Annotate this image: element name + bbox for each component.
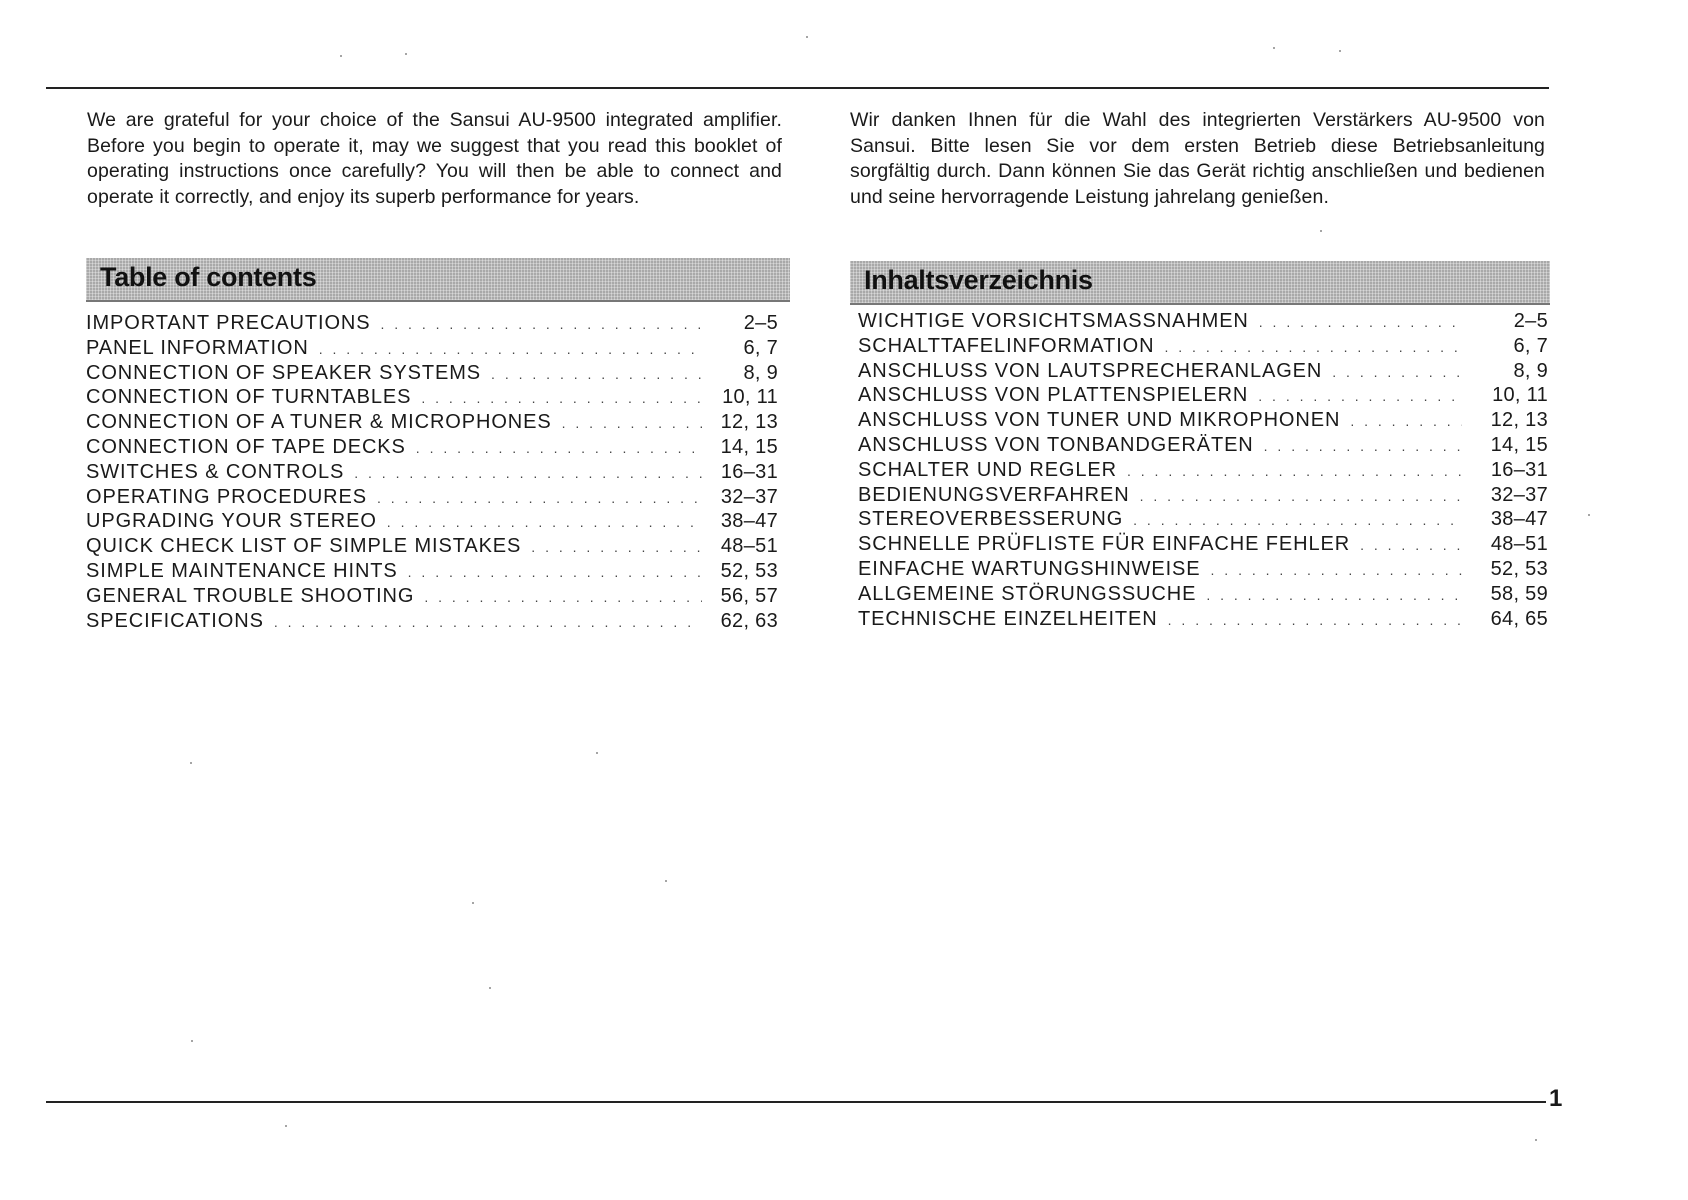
toc-entry-title: SCHALTER UND REGLER [858,458,1117,481]
dot-leader [1133,508,1462,533]
dot-leader [421,386,702,411]
dot-leader [381,312,703,337]
dot-leader [1360,533,1462,558]
dot-leader [1258,384,1462,409]
dot-leader [1127,459,1462,484]
toc-entry-title: EINFACHE WARTUNGSHINWEISE [858,557,1201,580]
scan-speck [596,752,598,754]
dot-leader [1350,409,1462,434]
toc-entry-pages: 64, 65 [1490,607,1548,630]
toc-entry[interactable] [86,609,778,634]
toc-entry-pages: 16–31 [1490,458,1548,481]
dot-leader [416,436,702,461]
toc-entry-title: BEDIENUNGSVERFAHREN [858,483,1130,506]
toc-entry[interactable] [858,383,1548,408]
toc-entry-title: SCHNELLE PRÜFLISTE FÜR EINFACHE FEHLER [858,533,1351,556]
toc-entry-title: ANSCHLUSS VON TUNER UND MIKROPHONEN [858,409,1341,432]
toc-entry-title: GENERAL TROUBLE SHOOTING [86,584,415,607]
toc-entry-title: OPERATING PROCEDURES [86,485,367,508]
toc-entry-pages: 62, 63 [720,609,778,632]
toc-entry[interactable] [86,559,778,584]
toc-entry[interactable] [858,458,1548,483]
scan-speck [340,55,342,57]
dot-leader [408,560,702,585]
toc-entry-title: CONNECTION OF TURNTABLES [86,386,412,409]
toc-entry[interactable] [86,435,778,460]
bottom-rule [46,1101,1546,1103]
toc-entry-pages: 48–51 [720,535,778,558]
dot-leader [387,510,702,535]
toc-entry-pages: 12, 13 [720,411,778,434]
toc-entry-pages: 52, 53 [720,559,778,582]
toc-entry-title: WICHTIGE VORSICHTSMASSNAHMEN [858,310,1249,332]
dot-leader [1140,484,1462,509]
toc-entry-title: IMPORTANT PRECAUTIONS [86,312,371,334]
toc-entry[interactable] [86,534,778,559]
toc-entry[interactable] [86,385,778,410]
toc-heading-german: Inhaltsverzeichnis [864,265,1093,295]
toc-entry-title: SWITCHES & CONTROLS [86,460,345,483]
toc-entry-title: PANEL INFORMATION [86,336,309,359]
scan-speck [472,902,474,904]
toc-entry-title: ANSCHLUSS VON PLATTENSPIELERN [858,384,1249,407]
scan-speck [1535,1139,1537,1141]
toc-entry-pages: 56, 57 [720,584,778,607]
toc-entry-pages: 38–47 [720,510,778,533]
toc-entry-title: CONNECTION OF A TUNER & MICROPHONES [86,411,552,434]
toc-heading-bar-english [86,258,790,302]
toc-entry-title: ALLGEMEINE STÖRUNGSSUCHE [858,582,1197,605]
toc-entry-title: ANSCHLUSS VON TONBANDGERÄTEN [858,433,1254,456]
dot-leader [1206,583,1462,608]
toc-entry-pages: 8, 9 [1513,359,1548,382]
top-rule [46,87,1549,89]
toc-heading-bar-german [850,261,1550,305]
toc-entry[interactable] [858,507,1548,532]
toc-entry-pages: 58, 59 [1490,582,1548,605]
scan-speck [1339,50,1341,52]
toc-entry[interactable] [858,483,1548,508]
toc-entry[interactable] [86,361,778,386]
toc-entry-pages: 2–5 [1513,310,1548,332]
toc-entry[interactable] [86,460,778,485]
toc-entry[interactable] [86,509,778,534]
dot-leader [1168,608,1462,633]
scan-speck [191,1040,193,1042]
toc-entry-pages: 38–47 [1490,508,1548,531]
toc-entry[interactable] [86,336,778,361]
intro-column-german [850,108,1545,210]
toc-entry-pages: 32–37 [720,485,778,508]
toc-entry[interactable] [858,309,1548,334]
dot-leader [1264,434,1462,459]
toc-entry-pages: 48–51 [1490,533,1548,556]
intro-column-english [87,108,782,210]
toc-entry[interactable] [86,311,778,336]
dot-leader [354,461,702,486]
toc-entry-title: SPECIFICATIONS [86,609,264,632]
toc-entry-title: STEREOVERBESSERUNG [858,508,1124,531]
toc-heading-english: Table of contents [100,262,317,292]
dot-leader [377,486,702,511]
toc-entry[interactable] [858,359,1548,384]
toc-entry[interactable] [86,410,778,435]
toc-entry-title: QUICK CHECK LIST OF SIMPLE MISTAKES [86,535,522,558]
scan-speck [1588,514,1590,516]
toc-entry-title: CONNECTION OF SPEAKER SYSTEMS [86,361,482,384]
dot-leader [1211,558,1462,583]
toc-entry-pages: 2–5 [743,312,778,334]
scan-speck [190,762,192,764]
toc-entry-pages: 6, 7 [1513,334,1548,357]
toc-list-german [858,309,1548,631]
toc-entry-title: CONNECTION OF TAPE DECKS [86,435,406,458]
toc-entry[interactable] [858,433,1548,458]
dot-leader [424,585,702,610]
scan-speck [1320,230,1322,232]
toc-entry-title: SCHALTTAFELINFORMATION [858,334,1155,357]
dot-leader [1164,335,1462,360]
toc-entry[interactable] [858,334,1548,359]
dot-leader [319,337,702,362]
scan-speck [1273,47,1275,49]
toc-list-english [86,311,778,633]
toc-entry[interactable] [858,582,1548,607]
toc-entry-pages: 32–37 [1490,483,1548,506]
toc-entry[interactable] [858,532,1548,557]
scan-speck [665,880,667,882]
dot-leader [562,411,702,436]
toc-entry-pages: 8, 9 [743,361,778,384]
toc-entry-pages: 14, 15 [1490,433,1548,456]
toc-entry[interactable] [858,408,1548,433]
toc-entry-pages: 10, 11 [722,386,778,409]
toc-entry-pages: 52, 53 [1490,557,1548,580]
toc-entry[interactable] [86,485,778,510]
toc-entry[interactable] [86,584,778,609]
toc-entry[interactable] [858,607,1548,632]
dot-leader [1259,310,1462,335]
scan-speck [806,36,808,38]
toc-entry[interactable] [858,557,1548,582]
intro-paragraph-german: Wir danken Ihnen für die Wahl des integrierten Verstärkers AU-9500 von Sansui. Bitte lesen Sie vor dem ersten Betrieb diese Betriebsanleitung sorgfältig durch. Dann können Sie das Gerät richtig anschließen und bedienen und seine hervorragende Leistung jahrelang genießen. [850,109,1545,208]
page-number: 1 [1549,1085,1563,1112]
toc-entry-title: ANSCHLUSS VON LAUTSPRECHERANLAGEN [858,359,1323,382]
toc-entry-pages: 6, 7 [743,336,778,359]
toc-entry-pages: 14, 15 [720,435,778,458]
dot-leader [274,610,702,635]
scan-speck [285,1125,287,1127]
scan-speck [405,53,407,55]
toc-entry-pages: 12, 13 [1490,409,1548,432]
scan-speck [489,987,491,989]
toc-entry-title: SIMPLE MAINTENANCE HINTS [86,559,398,582]
toc-entry-pages: 10, 11 [1492,384,1548,407]
dot-leader [1332,360,1462,385]
toc-entry-title: UPGRADING YOUR STEREO [86,510,377,533]
toc-entry-title: TECHNISCHE EINZELHEITEN [858,607,1158,630]
intro-paragraph-english: We are grateful for your choice of the Sansui AU-9500 integrated amplifier. Before you begin to operate it, may we suggest that you read this booklet of operating instructions once carefully? You will then be able to connect and operate it correctly, and enjoy its superb performance for years. [87,109,782,208]
dot-leader [531,535,702,560]
dot-leader [491,362,702,387]
toc-entry-pages: 16–31 [720,460,778,483]
